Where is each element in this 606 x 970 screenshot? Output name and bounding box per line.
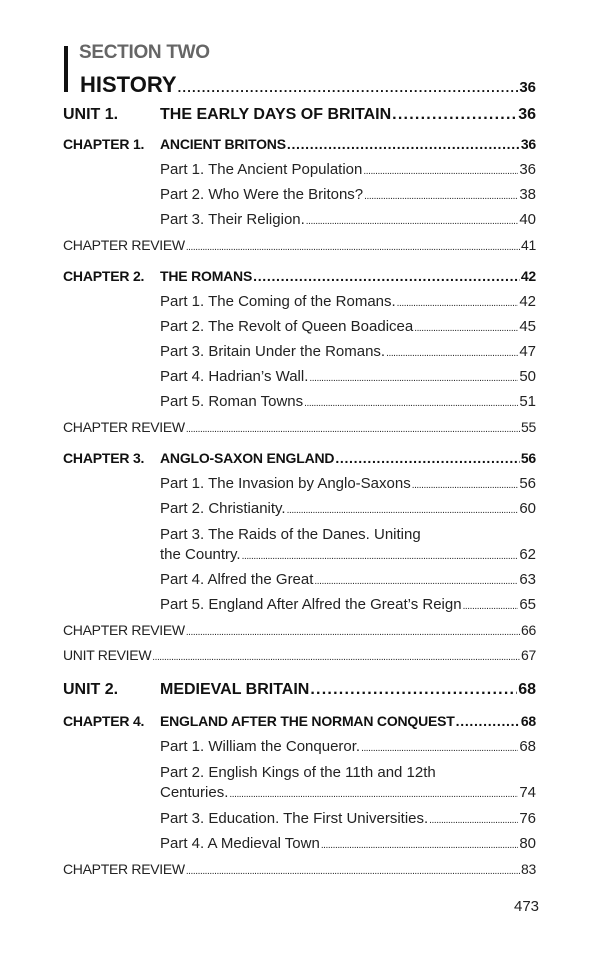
part-title: Part 3. Their Religion. bbox=[160, 211, 305, 228]
leader-dots bbox=[242, 546, 519, 563]
chapter-label: CHAPTER 3. bbox=[63, 450, 145, 466]
page-number: 56 bbox=[519, 475, 536, 492]
unit-label: UNIT 2. bbox=[63, 681, 119, 698]
toc-part[interactable] bbox=[160, 738, 536, 755]
leader-dots bbox=[186, 622, 520, 638]
leader-dots bbox=[287, 136, 520, 152]
leader-dots bbox=[253, 268, 520, 284]
toc-part[interactable] bbox=[160, 835, 536, 852]
chapter-title: ENGLAND AFTER THE NORMAN CONQUEST bbox=[160, 713, 455, 729]
leader-dots bbox=[414, 318, 518, 335]
leader-dots bbox=[429, 810, 518, 827]
toc-chapter-review[interactable] bbox=[63, 622, 536, 638]
section-label: SECTION TWO bbox=[79, 42, 210, 63]
leader-dots bbox=[306, 211, 519, 228]
leader-dots bbox=[304, 393, 518, 410]
page-number: 47 bbox=[519, 343, 536, 360]
review-title: CHAPTER REVIEW bbox=[63, 622, 185, 638]
toc-part[interactable] bbox=[160, 293, 536, 310]
toc-part[interactable] bbox=[160, 810, 536, 827]
chapter-title: THE ROMANS bbox=[160, 268, 253, 284]
toc-chapter-review[interactable] bbox=[63, 419, 536, 435]
toc-part[interactable] bbox=[160, 211, 536, 228]
leader-dots bbox=[309, 368, 518, 385]
page-number: 66 bbox=[521, 622, 536, 638]
page-number: 51 bbox=[519, 393, 536, 410]
page-number: 67 bbox=[521, 647, 536, 663]
toc-part[interactable] bbox=[160, 161, 536, 178]
toc-chapter-review[interactable] bbox=[63, 237, 536, 253]
toc-part[interactable] bbox=[160, 596, 536, 613]
leader-dots bbox=[229, 784, 518, 801]
leader-dots bbox=[152, 647, 520, 663]
part-title: Part 4. A Medieval Town bbox=[160, 835, 320, 852]
page-number: 60 bbox=[519, 500, 536, 517]
part-title: Part 4. Hadrian’s Wall. bbox=[160, 368, 309, 385]
toc-part[interactable] bbox=[160, 571, 536, 588]
part-title: Part 2. Christianity. bbox=[160, 500, 286, 517]
chapter-title: ANGLO-SAXON ENGLAND bbox=[160, 450, 335, 466]
page-number: 38 bbox=[519, 186, 536, 203]
page-number: 68 bbox=[520, 713, 536, 729]
page-number: 40 bbox=[519, 211, 536, 228]
leader-dots bbox=[386, 343, 518, 360]
part-title: Part 1. The Invasion by Anglo-Saxons bbox=[160, 475, 411, 492]
unit-title: MEDIEVAL BRITAIN bbox=[160, 681, 310, 698]
leader-dots bbox=[310, 681, 517, 699]
toc-section-history[interactable] bbox=[80, 72, 536, 98]
toc-part[interactable] bbox=[160, 475, 536, 492]
toc-chapter-4[interactable] bbox=[63, 713, 536, 729]
page-number: 55 bbox=[521, 419, 536, 435]
toc-part[interactable] bbox=[160, 393, 536, 410]
review-title: CHAPTER REVIEW bbox=[63, 861, 185, 877]
leader-dots bbox=[364, 186, 518, 203]
unit-label: UNIT 1. bbox=[63, 106, 119, 123]
toc-part[interactable] bbox=[160, 546, 536, 563]
page-folio-number: 473 bbox=[514, 898, 540, 915]
part-title: Part 2. Who Were the Britons? bbox=[160, 186, 364, 203]
leader-dots bbox=[363, 161, 518, 178]
toc-part[interactable] bbox=[160, 784, 536, 801]
part-title: Part 4. Alfred the Great bbox=[160, 571, 314, 588]
leader-dots bbox=[186, 861, 520, 877]
toc-chapter-2[interactable] bbox=[63, 268, 536, 284]
page-number: 42 bbox=[520, 268, 536, 284]
part-title: Part 1. The Ancient Population bbox=[160, 161, 363, 178]
chapter-label: CHAPTER 2. bbox=[63, 268, 145, 284]
leader-dots bbox=[456, 713, 520, 729]
part-title: Part 5. England After Alfred the Great’s Reign bbox=[160, 596, 462, 613]
part-title: Part 3. Britain Under the Romans. bbox=[160, 343, 386, 360]
page-number: 41 bbox=[521, 237, 536, 253]
leader-dots bbox=[178, 72, 519, 98]
leader-dots bbox=[321, 835, 518, 852]
leader-dots bbox=[287, 500, 519, 517]
unit-title: THE EARLY DAYS OF BRITAIN bbox=[160, 106, 392, 123]
toc-chapter-3[interactable] bbox=[63, 450, 536, 466]
part-title: Part 1. The Coming of the Romans. bbox=[160, 293, 396, 310]
section-marker-bar bbox=[64, 46, 68, 92]
review-title: CHAPTER REVIEW bbox=[63, 237, 185, 253]
page-number: 68 bbox=[518, 681, 536, 698]
page-number: 36 bbox=[520, 136, 536, 152]
toc-part[interactable] bbox=[160, 318, 536, 335]
page-number: 45 bbox=[519, 318, 536, 335]
page-number: 76 bbox=[519, 810, 536, 827]
toc-part[interactable] bbox=[160, 500, 536, 517]
leader-dots bbox=[186, 419, 520, 435]
leader-dots bbox=[361, 738, 518, 755]
chapter-label: CHAPTER 4. bbox=[63, 713, 145, 729]
toc-chapter-review[interactable] bbox=[63, 861, 536, 877]
page-number: 74 bbox=[519, 784, 536, 801]
section-title: HISTORY bbox=[80, 72, 177, 97]
part-title: Part 2. The Revolt of Queen Boadicea bbox=[160, 318, 414, 335]
leader-dots bbox=[314, 571, 518, 588]
part-title-line1[interactable]: Part 3. The Raids of the Danes. Uniting bbox=[160, 526, 421, 543]
part-title-line1[interactable]: Part 2. English Kings of the 11th and 12th bbox=[160, 764, 436, 781]
toc-part[interactable] bbox=[160, 368, 536, 385]
chapter-title: ANCIENT BRITONS bbox=[160, 136, 286, 152]
toc-unit-review[interactable] bbox=[63, 647, 536, 663]
page-number: 83 bbox=[521, 861, 536, 877]
page-number: 65 bbox=[519, 596, 536, 613]
chapter-label: CHAPTER 1. bbox=[63, 136, 145, 152]
part-title-line2: the Country. bbox=[160, 546, 241, 563]
page-number: 36 bbox=[519, 161, 536, 178]
part-title-line2: Centuries. bbox=[160, 784, 229, 801]
part-title: Part 5. Roman Towns bbox=[160, 393, 304, 410]
page-number: 80 bbox=[519, 835, 536, 852]
review-title: UNIT REVIEW bbox=[63, 647, 152, 663]
part-title: Part 1. William the Conqueror. bbox=[160, 738, 361, 755]
toc-chapter-1[interactable] bbox=[63, 136, 536, 152]
page-number: 50 bbox=[519, 368, 536, 385]
page-number: 42 bbox=[519, 293, 536, 310]
page-number: 63 bbox=[519, 571, 536, 588]
toc-part[interactable] bbox=[160, 343, 536, 360]
leader-dots bbox=[397, 293, 519, 310]
page-number: 36 bbox=[518, 106, 536, 123]
page-number: 68 bbox=[519, 738, 536, 755]
leader-dots bbox=[412, 475, 519, 492]
review-title: CHAPTER REVIEW bbox=[63, 419, 185, 435]
page-number: 36 bbox=[519, 79, 536, 96]
toc-part[interactable] bbox=[160, 186, 536, 203]
page-number: 56 bbox=[520, 450, 536, 466]
leader-dots bbox=[392, 106, 517, 124]
toc-unit-1[interactable] bbox=[63, 106, 536, 124]
part-title: Part 3. Education. The First Universities. bbox=[160, 810, 429, 827]
leader-dots bbox=[186, 237, 520, 253]
leader-dots bbox=[463, 596, 519, 613]
toc-unit-2[interactable] bbox=[63, 681, 536, 699]
page-number: 62 bbox=[519, 546, 536, 563]
leader-dots bbox=[335, 450, 520, 466]
